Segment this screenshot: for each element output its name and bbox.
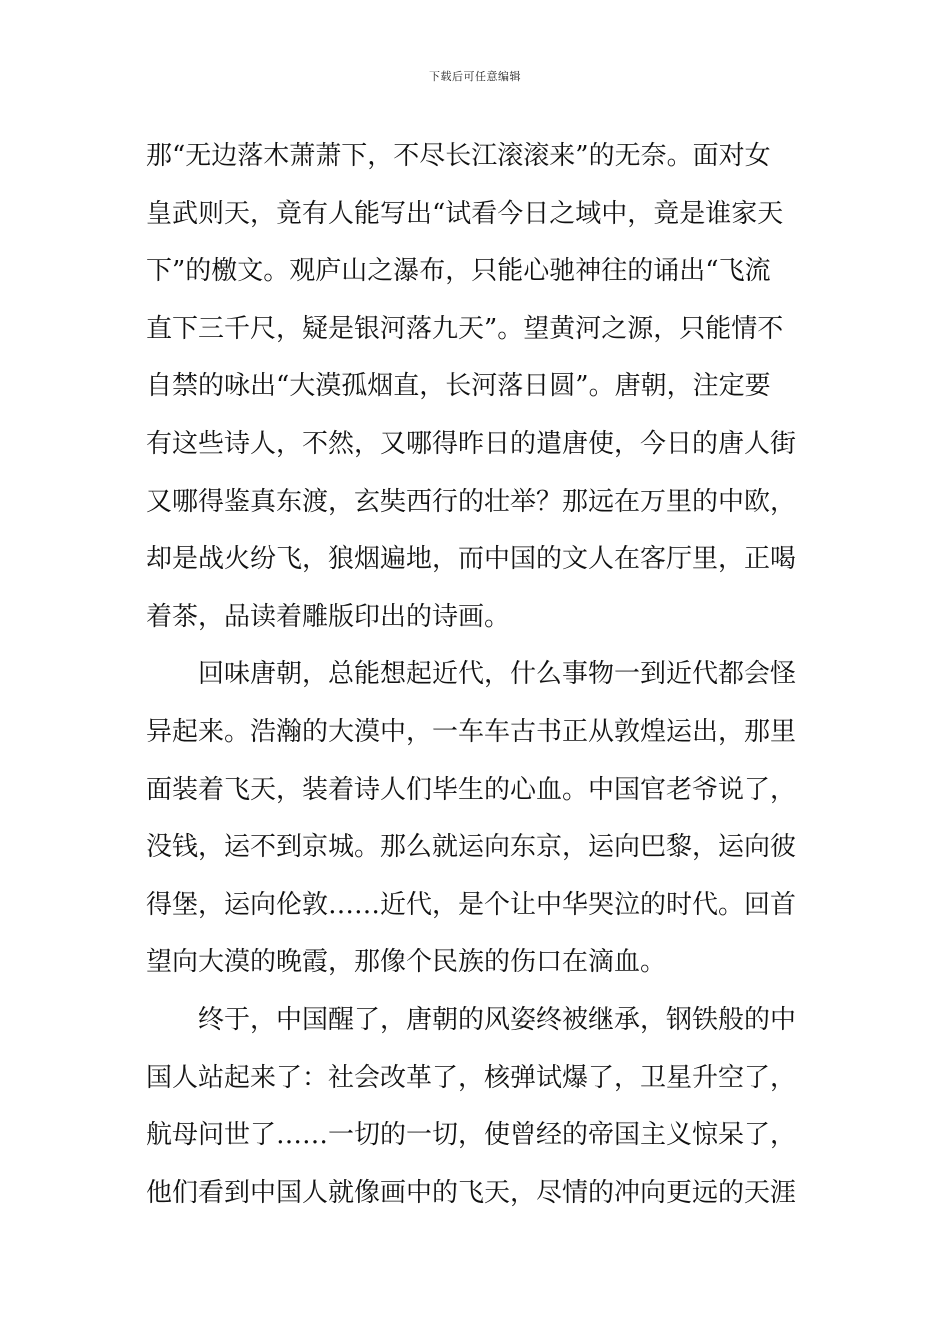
text-line: 又哪得鉴真东渡，玄奘西行的壮举？那远在万里的中欧， xyxy=(146,486,797,517)
text-line: 望向大漠的晚霞，那像个民族的伤口在滴血。 xyxy=(146,947,667,978)
page-header: 下载后可任意编辑 xyxy=(429,70,521,83)
text-line: 国人站起来了：社会改革了，核弹试爆了，卫星升空了， xyxy=(146,1062,797,1093)
paragraph-first-line: 终于，中国醒了，唐朝的风姿终被继承，钢铁般的中 xyxy=(198,1004,797,1035)
text-line: 面装着飞天，装着诗人们毕生的心血。中国官老爷说了， xyxy=(146,774,797,805)
text-line: 着茶，品读着雕版印出的诗画。 xyxy=(146,601,511,632)
text-line: 下”的檄文。观庐山之瀑布，只能心驰神往的诵出“飞流 xyxy=(146,256,771,287)
text-line: 得堡，运向伦敦……近代，是个让中华哭泣的时代。回首 xyxy=(146,889,797,920)
text-line: 自禁的咏出“大漠孤烟直，长河落日圆”。唐朝，注定要 xyxy=(146,371,771,402)
document-body xyxy=(146,128,810,1222)
text-line: 那“无边落木萧萧下，不尽长江滚滚来”的无奈。面对女 xyxy=(146,141,771,171)
paragraph-first-line: 回味唐朝，总能想起近代，什么事物一到近代都会怪 xyxy=(198,659,797,690)
text-line: 没钱，运不到京城。那么就运向东京，运向巴黎，运向彼 xyxy=(146,832,797,863)
text-line: 异起来。浩瀚的大漠中，一车车古书正从敦煌运出，那里 xyxy=(146,716,797,747)
text-line: 却是战火纷飞，狼烟遍地，而中国的文人在客厅里，正喝 xyxy=(146,544,797,575)
text-line: 皇武则天，竟有人能写出“试看今日之域中，竟是谁家天 xyxy=(146,198,784,229)
text-line: 他们看到中国人就像画中的飞天，尽情的冲向更远的天涯 xyxy=(146,1177,797,1208)
text-line: 直下三千尺，疑是银河落九天”。望黄河之源，只能情不 xyxy=(146,313,784,344)
text-line: 航母问世了……一切的一切，使曾经的帝国主义惊呆了， xyxy=(146,1120,797,1151)
text-line: 有这些诗人，不然，又哪得昨日的遣唐使，今日的唐人街 xyxy=(146,428,797,459)
